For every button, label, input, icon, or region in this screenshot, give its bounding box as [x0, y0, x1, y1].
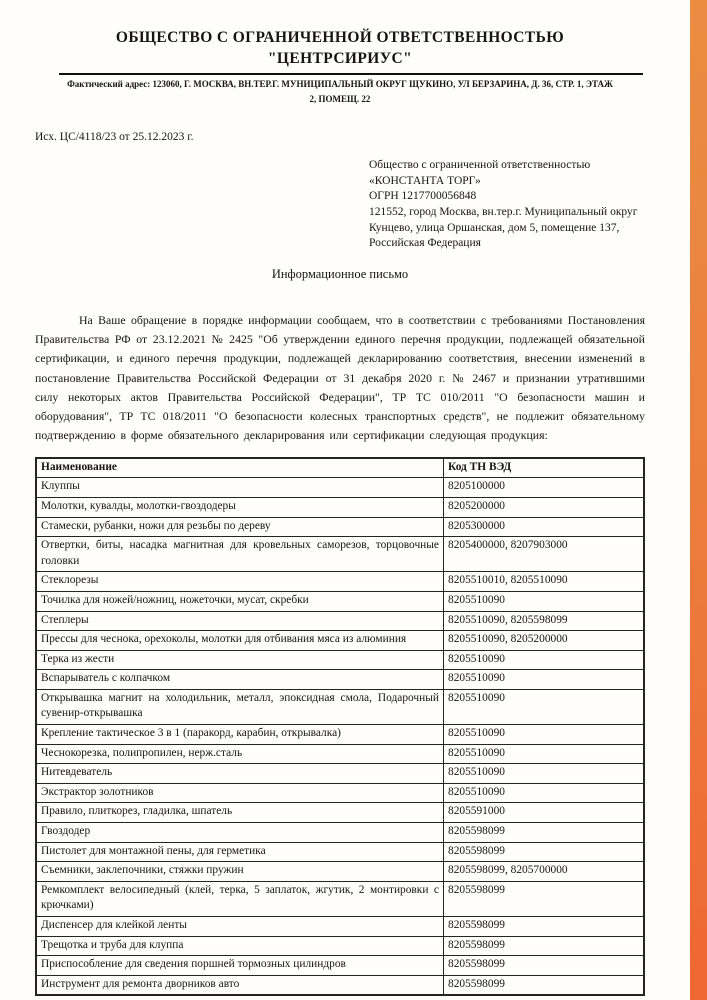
table-row [36, 517, 644, 537]
table-header-row [36, 458, 644, 478]
table-row [36, 689, 644, 724]
product-code-cell: 8205100000 [444, 478, 645, 498]
product-name-cell: Приспособление для сведения поршней тормозных цилиндров [36, 956, 444, 976]
product-code-cell: 8205598099 [444, 975, 645, 995]
table-row [36, 842, 644, 862]
table-head [36, 458, 644, 478]
product-name-cell: Клуппы [36, 478, 444, 498]
product-name-cell: Правило, плиткорез, гладилка, шпатель [36, 803, 444, 823]
table-row [36, 744, 644, 764]
product-name-cell: Диспенсер для клейкой ленты [36, 917, 444, 937]
table-row [36, 572, 644, 592]
product-code-cell: 8205510090 [444, 725, 645, 745]
product-name-cell: Стеклорезы [36, 572, 444, 592]
recipient-line: ОГРН 1217700056848 [369, 190, 477, 203]
product-name-cell: Пистолет для монтажной пены, для герметика [36, 842, 444, 862]
product-name-cell: Ремкомплект велосипедный (клей, терка, 5 заплаток, жгутик, 2 монтировки с крючками) [36, 881, 444, 916]
table-row [36, 783, 644, 803]
letterhead-divider [59, 73, 643, 76]
letter-title: Информационное письмо [271, 266, 409, 281]
recipient-line: 121552, город Москва, вн.тер.г. Муниципальный округ [369, 205, 638, 218]
company-name [35, 28, 645, 70]
product-name-cell: Вспарыватель с колпачком [36, 670, 444, 690]
product-name-cell: Съемники, заклепочники, стяжки пружин [36, 862, 444, 882]
recipient-line: Российская Федерация [369, 237, 481, 250]
product-code-cell: 8205510090, 8205200000 [444, 631, 645, 651]
company-name-line1: ОБЩЕСТВО С ОГРАНИЧЕННОЙ ОТВЕТСТВЕННОСТЬЮ [115, 29, 565, 46]
product-code-cell: 8205510090 [444, 591, 645, 611]
product-code-cell: 8205510090 [444, 764, 645, 784]
table-row [36, 611, 644, 631]
letter-body: На Ваше обращение в порядке информации сообщаем, что в соответствии с требованиями Постановления Правительства РФ от 23.12.2021 № 2425 "Об утверждении единого перечня продукции, подлежащей обязательной сертификации, и единого перечня продукции, подлежащей декларированию соответствия, внесении изменений в постановление Правительства Российской Федерации от 31 декабря 2020 г. № 2467 и признании утратившими силу некоторых актов Правительства Российской Федерации", ТР ТС 010/2011 "О безопасности машин и оборудования", ТР ТС 018/2011 "О безопасности колесных транспортных средств", не подлежит обязательному подтверждению в форме обязательного декларирования или сертификации следующая продукция: [35, 312, 645, 443]
product-name-cell: Трещотка и труба для клуппа [36, 936, 444, 956]
recipient-line: Кунцево, улица Оршанская, дом 5, помещение 137, [369, 221, 620, 234]
product-code-cell: 8205598099 [444, 936, 645, 956]
letter-content [35, 0, 645, 996]
company-name-line2: "ЦЕНТРСИРИУС" [267, 49, 413, 67]
table-row [36, 956, 644, 976]
product-name-cell: Гвоздодер [36, 823, 444, 843]
product-code-cell: 8205598099 [444, 823, 645, 843]
table-row [36, 497, 644, 517]
recipient-line: Общество с ограниченной ответственностью [369, 159, 591, 172]
table-row [36, 823, 644, 843]
product-name-cell: Стамески, рубанки, ножи для резьбы по дереву [36, 517, 444, 537]
table-row [36, 537, 644, 572]
table-row [36, 917, 644, 937]
column-header-code: Код ТН ВЭД [444, 458, 645, 478]
product-code-cell: 8205598099 [444, 842, 645, 862]
product-code-cell: 8205300000 [444, 517, 645, 537]
table-row [36, 478, 644, 498]
product-code-cell: 8205510090 [444, 744, 645, 764]
product-name-cell: Прессы для чеснока, орехоколы, молотки для отбивания мяса из алюминия [36, 631, 444, 651]
table-row [36, 764, 644, 784]
recipient-block [369, 158, 651, 252]
company-address: Фактический адрес: 123060, Г. МОСКВА, ВН.ТЕР.Г. МУНИЦИПАЛЬНЫЙ ОКРУГ ЩУКИНО, УЛ БЕРЗАРИНА, Д. 36, СТР. 1, ЭТАЖ 2, ПОМЕЩ. 22 [67, 79, 613, 104]
product-name-cell: Экстрактор золотников [36, 783, 444, 803]
product-name-cell: Крепление тактическое 3 в 1 (паракорд, карабин, открывалка) [36, 725, 444, 745]
product-code-cell: 8205200000 [444, 497, 645, 517]
recipient-line: «КОНСТАНТА ТОРГ» [369, 174, 481, 187]
product-code-cell: 8205510090 [444, 689, 645, 724]
table-row [36, 936, 644, 956]
orange-edge-bar [690, 0, 707, 1000]
product-code-cell: 8205400000, 8207903000 [444, 537, 645, 572]
table-row [36, 725, 644, 745]
product-code-cell: 8205510090 [444, 650, 645, 670]
table-row [36, 862, 644, 882]
product-code-cell: 8205598099, 8205700000 [444, 862, 645, 882]
product-name-cell: Молотки, кувалды, молотки-гвоздодеры [36, 497, 444, 517]
table-row [36, 881, 644, 916]
product-code-cell: 8205598099 [444, 956, 645, 976]
product-code-cell: 8205510090 [444, 670, 645, 690]
table-row [36, 975, 644, 995]
product-code-cell: 8205510010, 8205510090 [444, 572, 645, 592]
product-name-cell: Открывашка магнит на холодильник, металл, эпоксидная смола, Подарочный сувенир-открывашка [36, 689, 444, 724]
product-name-cell: Точилка для ножей/ножниц, ножеточки, мусат, скребки [36, 591, 444, 611]
table-row [36, 803, 644, 823]
table-row [36, 631, 644, 651]
table-row [36, 650, 644, 670]
column-header-name: Наименование [36, 458, 444, 478]
product-table-body [36, 478, 644, 996]
product-code-cell: 8205598099 [444, 881, 645, 916]
product-name-cell: Степлеры [36, 611, 444, 631]
table-row [36, 591, 644, 611]
product-name-cell: Отвертки, биты, насадка магнитная для кровельных саморезов, торцовочные головки [36, 537, 444, 572]
product-code-table [35, 457, 645, 997]
product-name-cell: Терка из жести [36, 650, 444, 670]
product-name-cell: Чеснокорезка, полипропилен, нерж.сталь [36, 744, 444, 764]
outgoing-reference: Исх. ЦС/4118/23 от 25.12.2023 г. [35, 131, 194, 144]
table-row [36, 670, 644, 690]
product-name-cell: Нитевдеватель [36, 764, 444, 784]
product-name-cell: Инструмент для ремонта дворников авто [36, 975, 444, 995]
product-code-cell: 8205510090 [444, 783, 645, 803]
product-code-cell: 8205591000 [444, 803, 645, 823]
product-code-cell: 8205598099 [444, 917, 645, 937]
product-code-cell: 8205510090, 8205598099 [444, 611, 645, 631]
